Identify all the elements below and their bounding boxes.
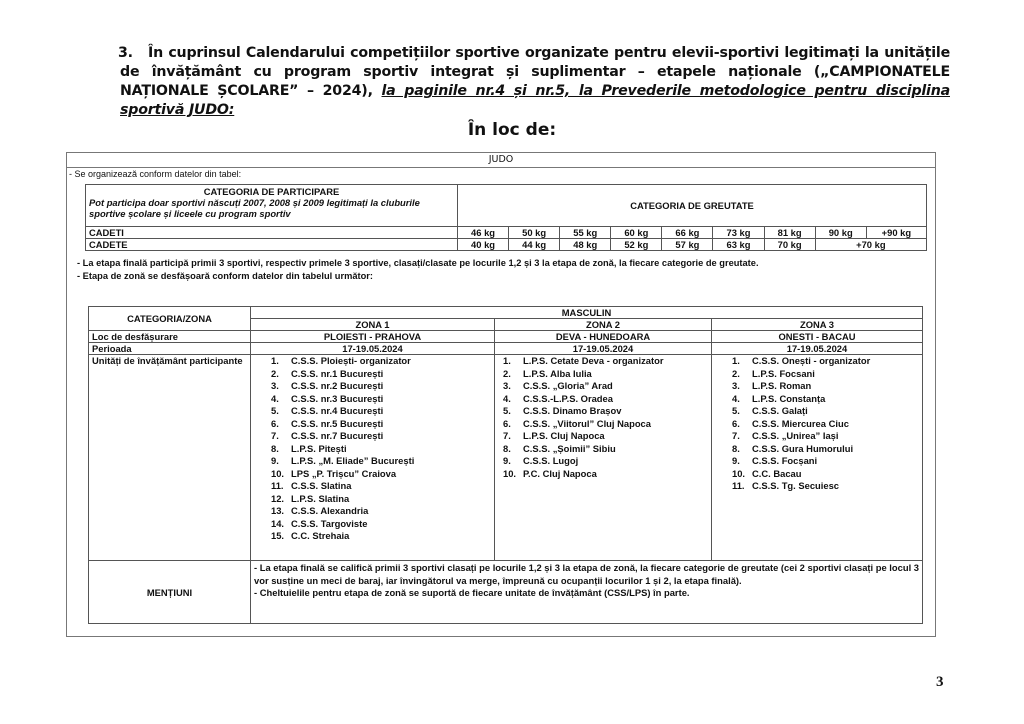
unit-number: 1.: [732, 355, 740, 366]
unit-list-item: [503, 392, 708, 406]
unit-name: L.P.S. „M. Eliade” București: [291, 455, 415, 466]
unit-list-item: [732, 442, 919, 456]
weight-cell: +70 kg: [815, 239, 926, 251]
location-cell: ONESTI - BACAU: [712, 331, 923, 343]
unit-number: 5.: [503, 405, 511, 416]
unit-number: 9.: [732, 455, 740, 466]
table-row: [86, 227, 927, 239]
weight-cell: 81 kg: [764, 227, 815, 239]
gender-header: MASCULIN: [251, 307, 923, 319]
unit-list-item: [503, 355, 708, 368]
unit-name: C.S.S. Lugoj: [523, 455, 579, 466]
unit-number: 6.: [732, 417, 740, 429]
period-cell: 17-19.05.2024: [495, 343, 712, 355]
unit-number: 5.: [732, 405, 740, 416]
participation-note: Pot participa doar sportivi născuți 2007, 2008 și 2009 legitimați la cluburile sportive școlare și liceele cu program sportiv: [89, 197, 420, 219]
mention-item: - Cheltuielile pentru etapa de zonă se suportă de fiecare unitate de învățământ (CSS/LPS) în parte.: [254, 587, 690, 598]
unit-name: C.C. Bacau: [752, 467, 802, 479]
unit-list-item: [271, 480, 491, 493]
weight-cell: 50 kg: [509, 227, 560, 239]
unit-name: C.S.S. Dinamo Brașov: [523, 405, 622, 416]
unit-list-item: [271, 380, 491, 393]
unit-number: 2.: [503, 367, 511, 379]
unit-number: 12.: [271, 492, 285, 504]
weight-cell: 66 kg: [662, 227, 713, 239]
mentions-label: MENȚIUNI: [89, 561, 251, 624]
unit-list-item: [503, 417, 708, 431]
unit-number: 2.: [732, 367, 740, 379]
box-note: - Se organizează conform datelor din tabel:: [69, 169, 242, 179]
unit-name: C.S.S. Alexandria: [291, 505, 369, 516]
unit-name: C.S.S. „Șoimii” Sibiu: [523, 442, 616, 454]
unit-name: L.P.S. Pitești: [291, 442, 347, 454]
unit-name: L.P.S. Alba Iulia: [523, 367, 592, 379]
row-label: CADETE: [86, 239, 458, 251]
unit-number: 9.: [271, 455, 279, 466]
unit-list-item: [503, 430, 708, 443]
location-cell: DEVA - HUNEDOARA: [495, 331, 712, 343]
unit-number: 6.: [503, 417, 511, 429]
unit-name: C.S.S. Onești - organizator: [752, 355, 871, 366]
unit-name: L.P.S. Cetate Deva - organizator: [523, 355, 664, 366]
unit-number: 8.: [503, 442, 511, 454]
unit-list-item: [503, 442, 708, 456]
judo-box: [66, 152, 936, 637]
participation-header: [86, 185, 458, 227]
unit-list-item: [271, 530, 491, 543]
zone-stage-note: - Etapa de zonă se desfășoară conform datelor din tabelul următor:: [77, 271, 374, 281]
weight-cell: +90 kg: [866, 227, 926, 239]
period-cell: 17-19.05.2024: [712, 343, 923, 355]
unit-name: L.P.S. Constanța: [752, 392, 826, 404]
weight-cell: 44 kg: [509, 239, 560, 251]
unit-list-item: [271, 442, 491, 456]
unit-number: 8.: [732, 442, 740, 454]
location-cell: PLOIESTI - PRAHOVA: [251, 331, 495, 343]
unit-list-item: [503, 455, 708, 468]
unit-list-item: [732, 355, 919, 368]
unit-list-item: [271, 367, 491, 381]
section-heading: În loc de:: [467, 120, 557, 140]
unit-number: 6.: [271, 417, 279, 429]
unit-list-item: [732, 430, 919, 443]
participation-title: CATEGORIA DE PARTICIPARE: [203, 186, 340, 197]
period-cell: 17-19.05.2024: [251, 343, 495, 355]
unit-name: C.S.S. nr.3 București: [291, 392, 384, 404]
unit-name: C.S.S.-L.P.S. Oradea: [523, 392, 613, 404]
unit-name: C.S.S. Gura Humorului: [752, 442, 854, 454]
row-label: CADETI: [86, 227, 458, 239]
unit-name: P.C. Cluj Napoca: [523, 467, 597, 479]
table-row: [86, 239, 927, 251]
unit-number: 9.: [503, 455, 511, 466]
unit-list-item: [271, 430, 491, 443]
intro-underlined: la paginile nr.4 și nr.5, la Prevederile metodologice pentru disciplina sportivă JUDO:: [120, 83, 950, 118]
zone3-units-list: [726, 355, 919, 493]
weight-cell: 70 kg: [764, 239, 815, 251]
unit-list-item: [271, 405, 491, 418]
unit-number: 5.: [271, 405, 279, 416]
item-number: 3.: [118, 45, 133, 61]
unit-list-item: [503, 367, 708, 381]
zone2-units-list: [497, 355, 708, 480]
unit-name: L.P.S. Slatina: [291, 492, 350, 504]
unit-list-item: [271, 467, 491, 481]
unit-number: 10.: [503, 467, 517, 479]
mentions-cell: [251, 561, 923, 624]
unit-number: 3.: [732, 380, 740, 391]
weight-header: CATEGORIA DE GREUTATE: [458, 185, 927, 227]
zone-table: [88, 306, 923, 624]
unit-number: 4.: [732, 392, 740, 404]
unit-number: 14.: [271, 517, 285, 529]
unit-name: C.S.S. Targoviste: [291, 517, 368, 529]
unit-name: C.C. Strehaia: [291, 530, 350, 541]
weight-cell: 73 kg: [713, 227, 764, 239]
unit-name: C.S.S. Galați: [752, 405, 808, 416]
unit-number: 15.: [271, 530, 285, 541]
weight-cell: 63 kg: [713, 239, 764, 251]
weight-cell: 60 kg: [611, 227, 662, 239]
weight-category-table: [85, 184, 927, 251]
unit-name: LPS „P. Trișcu” Craiova: [291, 467, 397, 479]
unit-list-item: [271, 392, 491, 406]
mention-item: - La etapa finală se califică primii 3 sportivi clasați pe locurile 1,2 și 3 la etapa de zonă, la fiecare categorie de greutate (cei 2 sportivi clasați pe locul 3 vor susține un meci de baraj, iar învingătorul va merge, împreună cu ocupanții locurilor 1 și 2, la etapa finală).: [254, 562, 919, 586]
unit-list-item: [271, 505, 491, 518]
unit-list-item: [732, 367, 919, 381]
zone-header: ZONA 1: [251, 319, 495, 331]
units-label: Unități de învățământ participante: [89, 355, 251, 561]
category-zone-header: CATEGORIA/ZONA: [89, 307, 251, 331]
unit-name: C.S.S. Focșani: [752, 455, 818, 466]
unit-list-item: [271, 417, 491, 431]
unit-number: 3.: [271, 380, 279, 391]
zone1-units-list: [265, 355, 491, 543]
box-title: JUDO: [67, 153, 935, 168]
unit-number: 7.: [732, 430, 740, 441]
unit-list-item: [271, 355, 491, 368]
location-label: Loc de desfășurare: [89, 331, 251, 343]
weight-cell: 40 kg: [458, 239, 509, 251]
unit-list-item: [271, 492, 491, 506]
unit-name: C.S.S. „Viitorul” Cluj Napoca: [523, 417, 651, 429]
unit-name: L.P.S. Roman: [752, 380, 812, 391]
zone-header: ZONA 2: [495, 319, 712, 331]
unit-name: C.S.S. nr.2 București: [291, 380, 384, 391]
unit-name: C.S.S. nr.5 București: [291, 417, 384, 429]
weight-cell: 46 kg: [458, 227, 509, 239]
unit-number: 11.: [271, 480, 284, 491]
weight-cell: 52 kg: [611, 239, 662, 251]
unit-list-item: [271, 455, 491, 468]
unit-name: C.S.S. Miercurea Ciuc: [752, 417, 849, 429]
unit-number: 7.: [503, 430, 511, 441]
unit-number: 2.: [271, 367, 279, 379]
unit-number: 7.: [271, 430, 279, 441]
final-stage-note: - La etapa finală participă primii 3 sportivi, respectiv primele 3 sportive, clasați/clasate pe locurile 1,2 și 3 la etapa de zonă, la fiecare categorie de greutate.: [77, 258, 759, 268]
unit-name: C.S.S. „Gloria” Arad: [523, 380, 613, 391]
unit-number: 11.: [732, 480, 745, 491]
unit-name: C.S.S. Slatina: [291, 480, 352, 491]
unit-number: 13.: [271, 505, 285, 516]
weight-cell: 55 kg: [560, 227, 611, 239]
unit-list-item: [732, 380, 919, 393]
unit-list-item: [503, 380, 708, 393]
zone-header: ZONA 3: [712, 319, 923, 331]
weight-cell: 48 kg: [560, 239, 611, 251]
unit-number: 1.: [271, 355, 279, 366]
unit-name: C.S.S. „Unirea” Iași: [752, 430, 839, 441]
unit-number: 10.: [271, 467, 285, 479]
period-label: Perioada: [89, 343, 251, 355]
unit-list-item: [503, 467, 708, 481]
unit-list-item: [732, 405, 919, 418]
page-number: 3: [936, 674, 944, 690]
intro-text: În cuprinsul Calendarului competițiilor sportive organizate pentru elevii-sportivi legitimați la unitățile de învățământ cu program sportiv integrat și suplimentar – etapele naționale („CAMPIONATELE NAȚIONALE ȘCOLARE” – 2024),: [120, 45, 950, 99]
unit-name: L.P.S. Cluj Napoca: [523, 430, 605, 441]
unit-list-item: [732, 392, 919, 406]
unit-list-item: [271, 517, 491, 531]
unit-name: C.S.S. Tg. Secuiesc: [752, 480, 840, 491]
unit-list-item: [503, 405, 708, 418]
weight-cell: 57 kg: [662, 239, 713, 251]
unit-name: L.P.S. Focsani: [752, 367, 815, 379]
intro-paragraph: [120, 44, 950, 120]
unit-number: 10.: [732, 467, 746, 479]
unit-name: C.S.S. nr.1 București: [291, 367, 384, 379]
unit-list-item: [732, 480, 919, 493]
unit-number: 1.: [503, 355, 511, 366]
unit-number: 8.: [271, 442, 279, 454]
weight-cell: 90 kg: [815, 227, 866, 239]
unit-name: C.S.S. nr.4 București: [291, 405, 384, 416]
unit-number: 4.: [271, 392, 279, 404]
unit-list-item: [732, 455, 919, 468]
unit-list-item: [732, 417, 919, 431]
unit-name: C.S.S. Ploiești- organizator: [291, 355, 411, 366]
unit-list-item: [732, 467, 919, 481]
unit-number: 3.: [503, 380, 511, 391]
unit-name: C.S.S. nr.7 București: [291, 430, 384, 441]
unit-number: 4.: [503, 392, 511, 404]
